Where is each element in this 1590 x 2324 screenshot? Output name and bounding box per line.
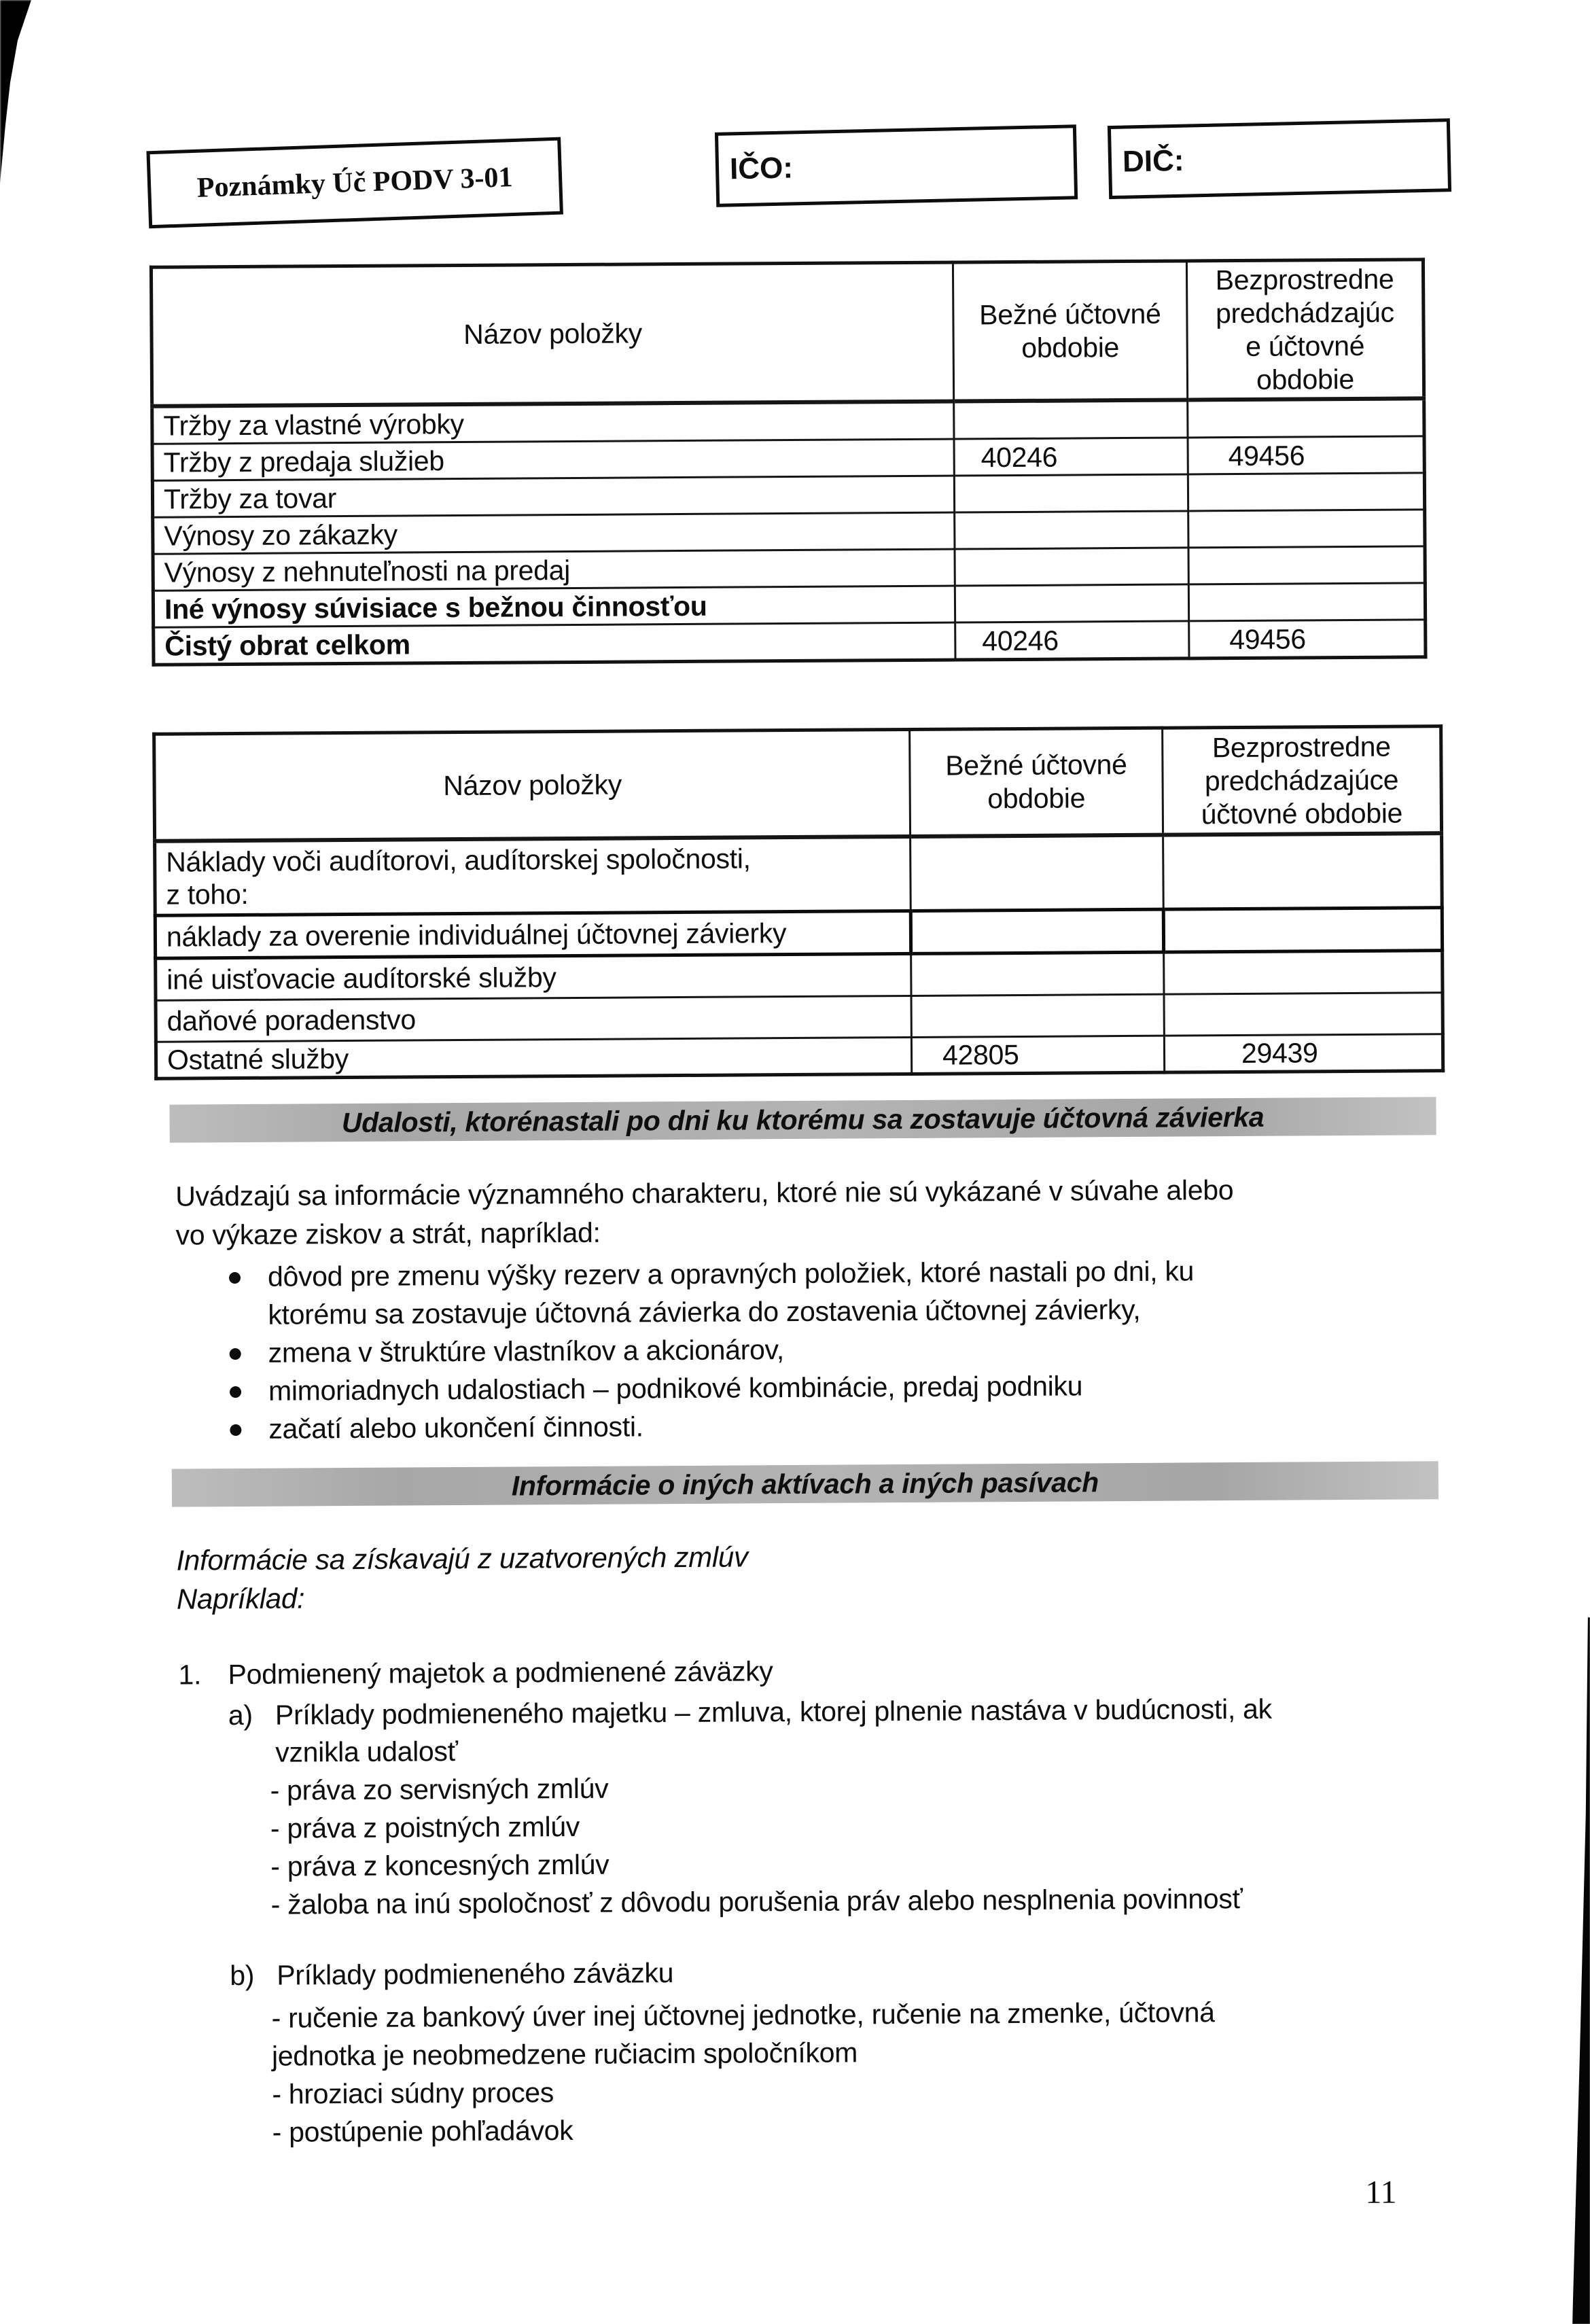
- row-name: Výnosy zo zákazky: [153, 512, 955, 554]
- list-item-text: Príklady podmieneného majetku – zmluva, ktorej plnenie nastáva v budúcnosti, ak vznikla udalosť: [275, 1693, 1272, 1768]
- dash-item: - hroziaci súdny proces: [272, 2077, 554, 2110]
- row-previous: [1163, 908, 1442, 953]
- row-previous: [1188, 398, 1424, 438]
- row-name: Tržby za vlastné výrobky: [152, 402, 954, 444]
- table-row: [156, 1034, 1443, 1079]
- row-name: Tržby za tovar: [152, 476, 954, 517]
- row-name: Náklady voči audítorovi, audítorskej spoločnosti, z toho:: [155, 837, 911, 915]
- other-assets-intro: Informácie sa získavajú z uzatvorených zmlúv Napríklad:: [176, 1540, 748, 1615]
- list-item-number: 1.: [178, 1659, 202, 1691]
- list-item: [230, 1403, 1426, 1448]
- row-name: náklady za overenie individuálnej účtovnej závierky: [155, 911, 911, 958]
- dash-item: - postúpenie pohľadávok: [272, 2115, 573, 2148]
- row-name: Iné výnosy súvisiace s bežnou činnosťou: [153, 586, 955, 627]
- row-name: Čistý obrat celkom: [154, 622, 955, 665]
- row-current: [954, 400, 1188, 439]
- ico-label: IČO:: [729, 151, 794, 186]
- item-a-examples: [270, 1764, 1470, 1924]
- row-current: [955, 548, 1188, 586]
- section-header-events-title: Udalosti, ktorénastali po dni ku ktorému sa zostavuje účtovná závierka: [341, 1101, 1265, 1138]
- form-id-box: [146, 137, 563, 229]
- col-header-current-period: Bežné účtovné obdobie: [953, 261, 1187, 402]
- form-id-label: Poznámky Úč PODV 3-01: [196, 162, 514, 204]
- list-item: [229, 1250, 1426, 1334]
- dash-item: - práva z koncesných zmlúv: [270, 1848, 610, 1882]
- col-header-item-name: Názov položky: [151, 262, 953, 406]
- ico-field-box: [715, 124, 1078, 207]
- row-current: [911, 994, 1164, 1037]
- list-item-title: Podmienený majetok a podmienené záväzky: [228, 1655, 773, 1691]
- row-current: [954, 474, 1188, 512]
- list-item-text: Príklady podmieneného záväzku: [277, 1957, 674, 1991]
- section-header-other-assets: [172, 1461, 1438, 1507]
- item-b-examples: [272, 1992, 1472, 2151]
- revenue-table-header-row: [151, 260, 1424, 406]
- row-name: Ostatné služby: [156, 1037, 911, 1078]
- page-number: 11: [1365, 2174, 1397, 2211]
- auditor-costs-table: [152, 724, 1445, 1080]
- bullet-text: dôvod pre zmenu výšky rezerv a opravných položiek, ktoré nastali po dni, ku ktorému sa zostavuje účtovná závierka do zostavenia účtovnej závierky,: [267, 1255, 1195, 1331]
- row-current: [911, 835, 1164, 911]
- table-row: [155, 908, 1442, 959]
- list-item-label: b): [230, 1959, 255, 1992]
- table-row: [156, 993, 1443, 1042]
- row-previous: [1164, 951, 1443, 995]
- list-item-1a: [228, 1689, 1470, 1772]
- dic-field-box: [1108, 118, 1451, 199]
- row-current: [955, 511, 1188, 549]
- row-current: 42805: [911, 1036, 1164, 1074]
- row-previous: 49456: [1188, 436, 1424, 474]
- section-header-other-assets-title: Informácie o iných aktívach a iných pasívach: [511, 1466, 1099, 1502]
- dic-label: DIČ:: [1122, 143, 1184, 179]
- row-current: 40246: [954, 438, 1188, 476]
- bullet-text: mimoriadnych udalostiach – podnikové kombinácie, predaj podniku: [268, 1370, 1083, 1407]
- dash-item: - práva zo servisných zmlúv: [270, 1772, 609, 1806]
- row-name: iné uisťovacie audítorské služby: [156, 953, 911, 1000]
- bullet-icon: [229, 1272, 241, 1284]
- col-header-previous-period: Bezprostredne predchádzajúc e účtovné obdobie: [1186, 260, 1424, 400]
- bullet-text: zmena v štruktúre vlastníkov a akcionárov,: [268, 1334, 784, 1369]
- row-previous: [1188, 583, 1425, 621]
- bullet-icon: [230, 1424, 241, 1436]
- table-row: [156, 951, 1443, 1001]
- row-previous: [1163, 833, 1443, 909]
- list-item-1b: [230, 1950, 1471, 1994]
- list-item-label: a): [228, 1699, 253, 1731]
- row-name: daňové poradenstvo: [156, 996, 911, 1042]
- auditor-table-header-row: [154, 726, 1442, 841]
- dash-item: - práva z poistných zmlúv: [270, 1810, 580, 1844]
- bullet-icon: [230, 1348, 241, 1360]
- table-row: [155, 833, 1443, 915]
- dash-item: - žaloba na inú spoločnosť z dôvodu porušenia práv alebo nesplnenia povinnosť: [270, 1882, 1243, 1920]
- row-previous: [1188, 546, 1425, 584]
- bullet-icon: [230, 1386, 241, 1398]
- row-name: Tržby z predaja služieb: [152, 439, 954, 480]
- dash-item: - ručenie za bankový úver inej účtovnej jednotke, ručenie na zmenke, účtovná jednotka je neobmedzene ručiacim spoločníkom: [271, 1996, 1215, 2072]
- col-header-previous-period: Bezprostredne predchádzajúce účtovné obdobie: [1163, 726, 1442, 835]
- row-previous: [1164, 993, 1443, 1036]
- col-header-current-period: Bežné účtovné obdobie: [910, 728, 1163, 837]
- list-item-1: [178, 1649, 1469, 1694]
- row-name: Výnosy z nehnuteľnosti na predaj: [153, 549, 955, 591]
- row-current: 40246: [955, 621, 1189, 660]
- row-previous: 29439: [1164, 1034, 1443, 1073]
- row-previous: [1188, 510, 1425, 548]
- section-header-events: [169, 1097, 1436, 1142]
- row-current: [955, 584, 1188, 622]
- row-current: [911, 952, 1164, 996]
- bullet-text: začatí alebo ukončení činnosti.: [268, 1411, 643, 1445]
- table-row: [154, 620, 1426, 665]
- contingent-items-list: [178, 1649, 1472, 2152]
- row-current: [911, 909, 1163, 953]
- col-header-item-name: Názov položky: [154, 729, 911, 841]
- events-intro-paragraph: Uvádzajú sa informácie významného charakteru, ktoré nie sú vykázané v súvahe alebo vo výkaze ziskov a strát, napríklad:: [175, 1174, 1234, 1251]
- row-previous: [1188, 473, 1424, 511]
- row-previous: 49456: [1189, 620, 1426, 658]
- events-bullet-list: [229, 1250, 1426, 1448]
- revenue-table: [149, 258, 1428, 666]
